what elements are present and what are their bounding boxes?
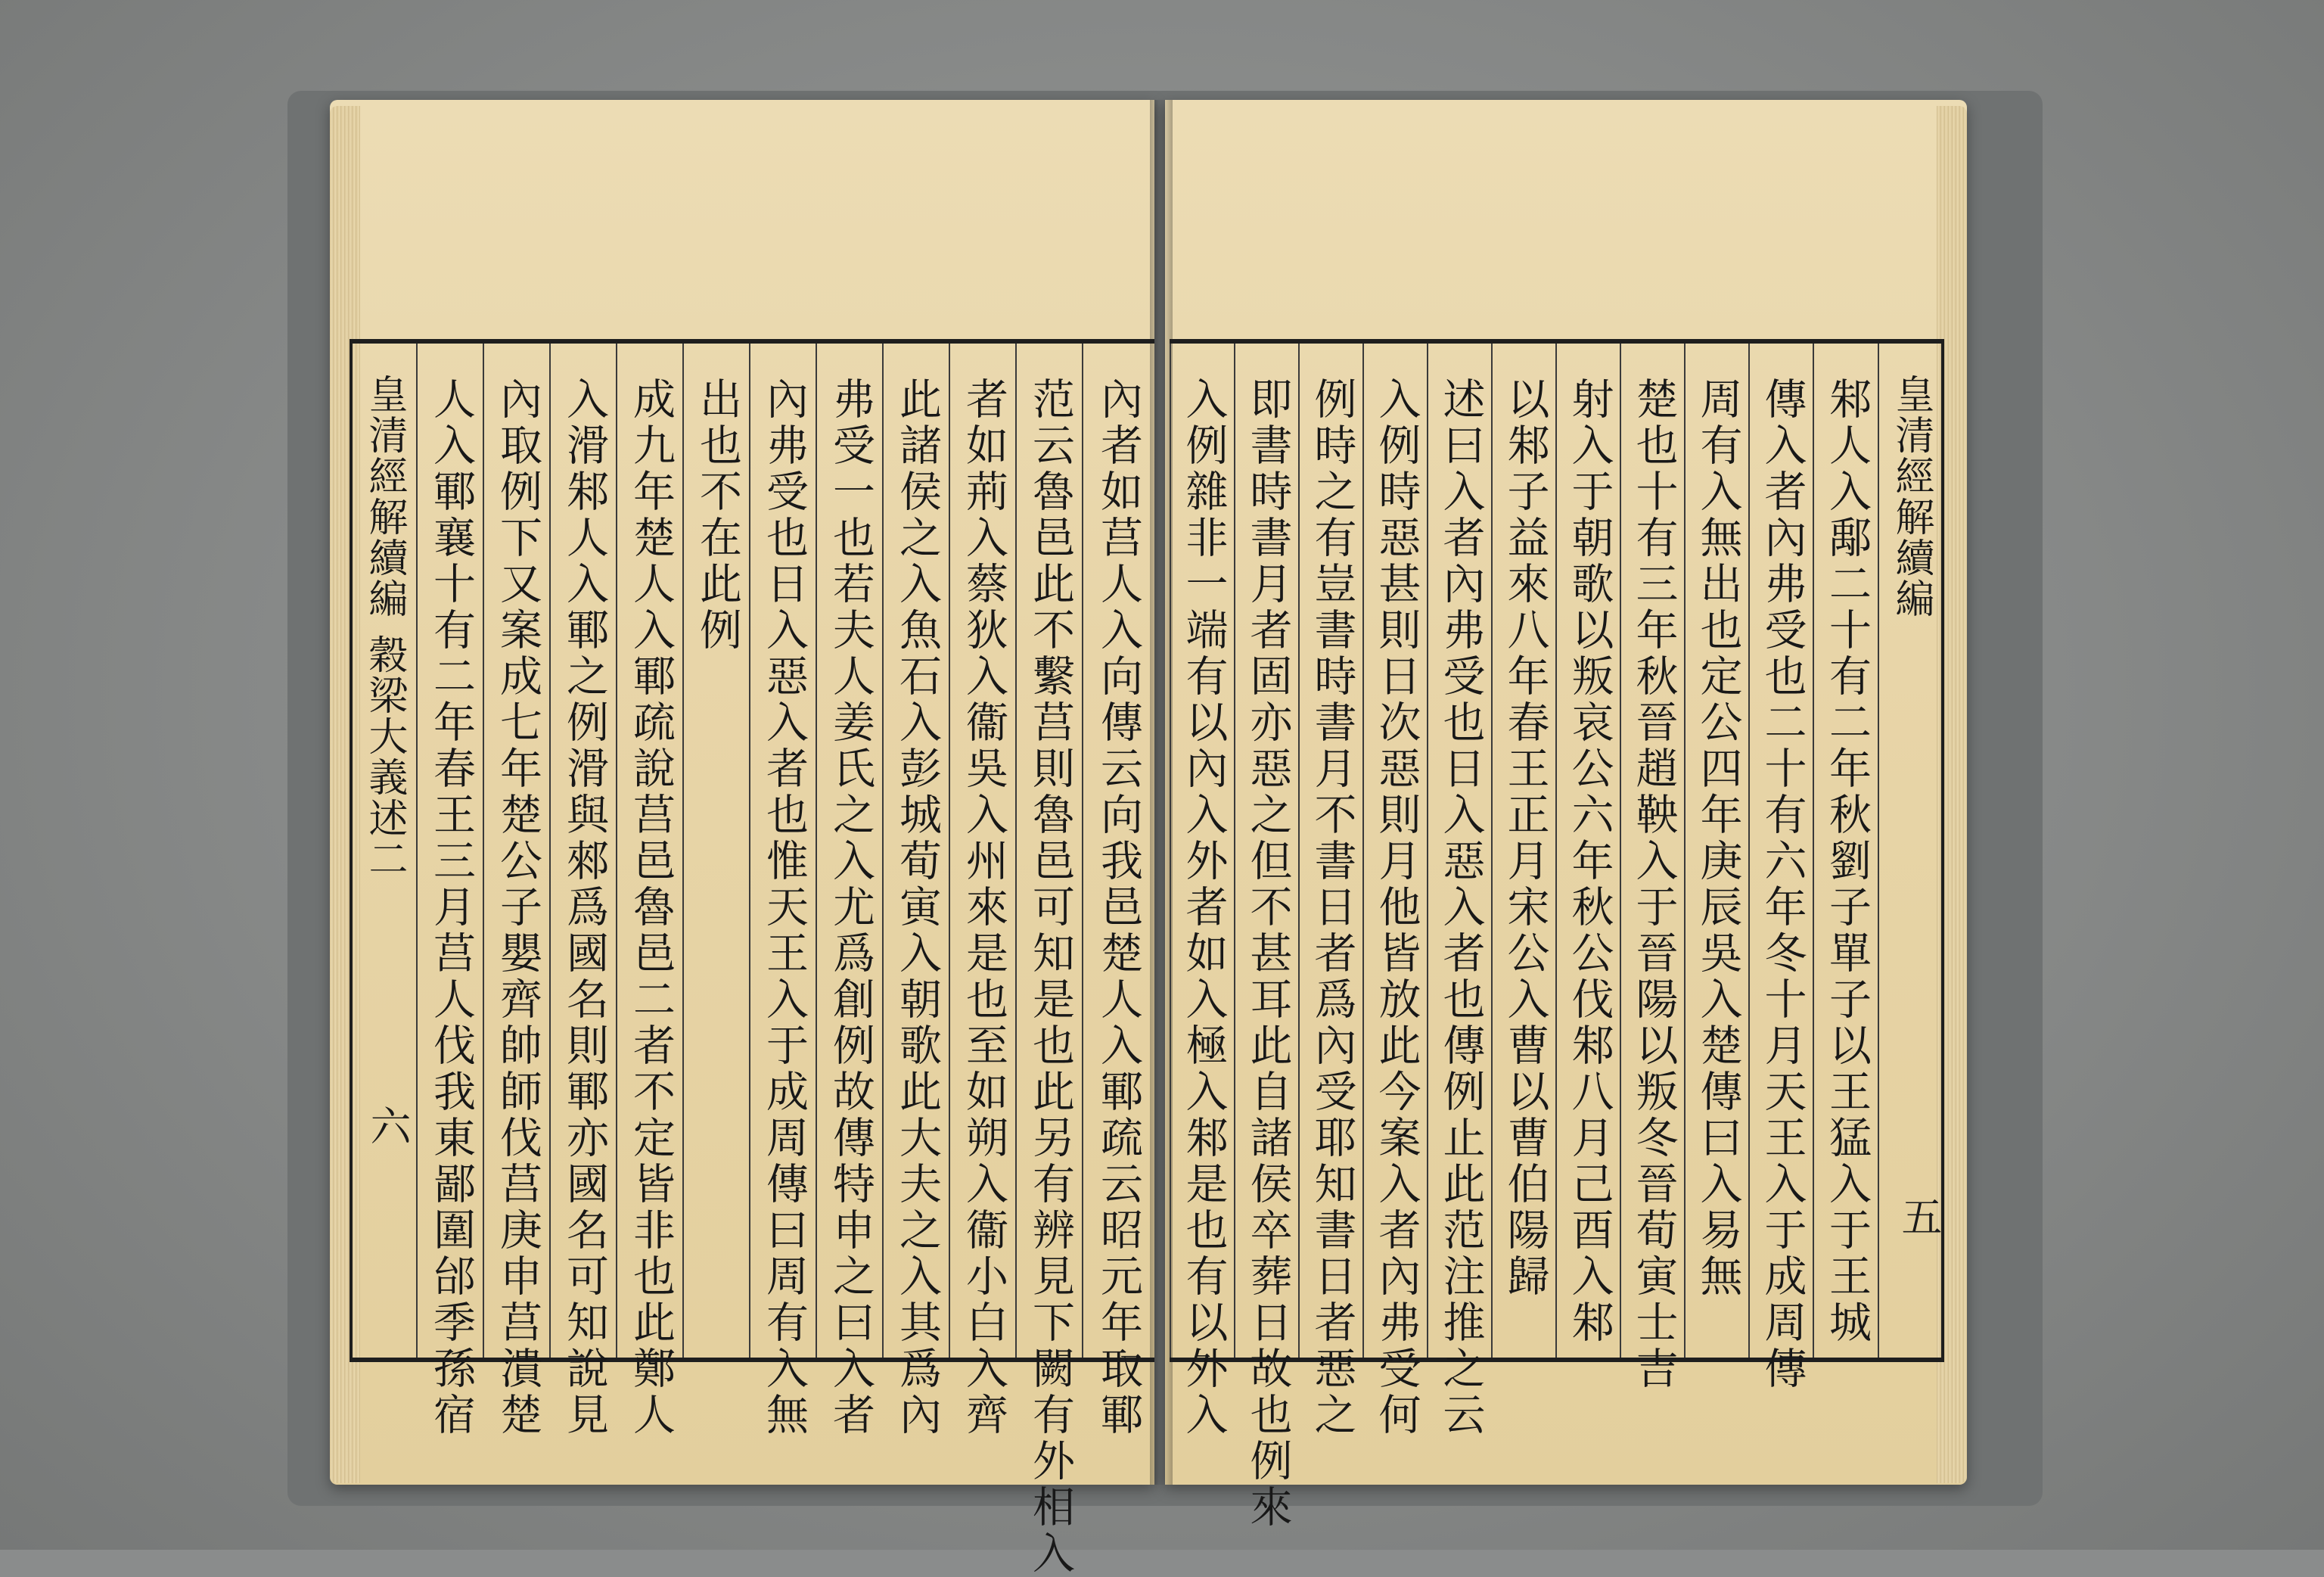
left-column-8-text: 成九年楚人入鄆疏說莒邑魯邑二者不定皆非也此鄭人 [626,377,676,1439]
right-column-8 [1362,344,1428,1439]
left-column-6-text: 內弗受也日入惡入者也惟天王入于成周傳曰周有入無 [760,377,809,1439]
right-column-1 [1813,344,1879,1358]
right-column-7-text: 述曰入者內弗受也日入惡入者也傳例止此范注推之云 [1436,377,1486,1439]
right-column-7 [1427,344,1493,1439]
right-text-frame [1170,339,1944,1531]
left-column-7-text: 出也不在此例 [693,377,742,654]
right-column-2 [1748,344,1814,1392]
left-column-9 [549,344,617,1439]
left-column-2-text: 范云魯邑此不繫莒則魯邑可知是也此另有辨見下闕有外相入 [1026,377,1075,1577]
left-column-4-text: 此諸侯之入魚石入彭城荀寅入朝歌此大夫之入其爲內 [893,377,942,1439]
right-column-6 [1491,344,1557,1358]
right-folio-number: 五 [1895,1196,1943,1236]
left-column-10-text: 內取例下又案成七年楚公子嬰齊帥師伐莒庚申莒潰楚 [493,377,542,1439]
right-column-6-text: 以邾子益來八年春王正月宋公入曹以曹伯陽歸 [1500,377,1550,1300]
right-column-10-text: 即書時書月者固亦惡之但不甚耳此自諸侯卒葬日故也例來 [1243,377,1293,1531]
left-column-4 [882,344,950,1439]
right-column-5-text: 射入于朝歌以叛哀公六年秋公伐邾八月己酉入邾 [1564,377,1614,1346]
left-column-10 [483,344,551,1439]
left-column-6 [749,344,817,1439]
left-column-11-text: 人入鄆襄十有二年春王三月莒人伐我東鄙圍邰季孫宿 [427,377,476,1439]
right-column-4 [1620,344,1686,1392]
left-margin-subtitle: 穀梁大義述二 [362,634,407,879]
left-column-8 [616,344,684,1439]
left-column-1-text: 內者如莒人入向傳云向我邑楚人入鄆疏云昭元年取鄆 [1094,377,1143,1439]
right-column-11-text: 入例雜非一端有以內入外者如入極入邾是也有以外入 [1179,377,1229,1439]
right-column-10 [1234,344,1300,1531]
left-column-5-text: 弗受一也若夫人姜氏之入尤爲創例故傳特申之曰入者 [826,377,875,1439]
right-column-2-text: 傳入者內弗受也二十有六年冬十月天王入于成周傳 [1757,377,1807,1392]
right-column-3-text: 周有入無出也定公四年庚辰吳入楚傳曰入易無 [1693,377,1743,1300]
left-column-3 [949,344,1017,1439]
right-column-8-text: 入例時惡甚則日次惡則月他皆放此今案入者內弗受何 [1372,377,1421,1439]
left-margin-column [353,344,416,1358]
left-margin-title: 皇清經解續編 [362,374,407,619]
left-column-11 [416,344,484,1439]
left-column-9-text: 入滑邾人入鄆之例滑與郲爲國名則鄆亦國名可知說見 [560,377,609,1439]
right-column-1-text: 邾人入鄅二十有二年秋劉子單子以王猛入于王城 [1822,377,1872,1346]
left-column-5 [816,344,884,1439]
left-column-2 [1015,344,1083,1577]
right-column-9 [1298,344,1364,1439]
right-column-3 [1684,344,1750,1358]
right-margin-title: 皇清經解續編 [1888,374,1934,619]
left-column-1 [1082,344,1153,1439]
left-column-7 [682,344,750,1358]
left-column-3-text: 者如荊入蔡狄入衞吳入州來是也至如朔入衞小白入齊 [959,377,1008,1439]
right-column-4-text: 楚也十有三年秋晉趙鞅入于晉陽以叛冬晉荀寅士吉 [1629,377,1679,1392]
left-text-frame [350,339,1154,1577]
right-column-5 [1555,344,1621,1358]
left-folio-number: 六 [364,1105,412,1146]
right-column-11 [1170,344,1235,1439]
right-column-9-text: 例時之有豈書時書月不書日者爲內受耶知書日者惡之 [1307,377,1357,1439]
